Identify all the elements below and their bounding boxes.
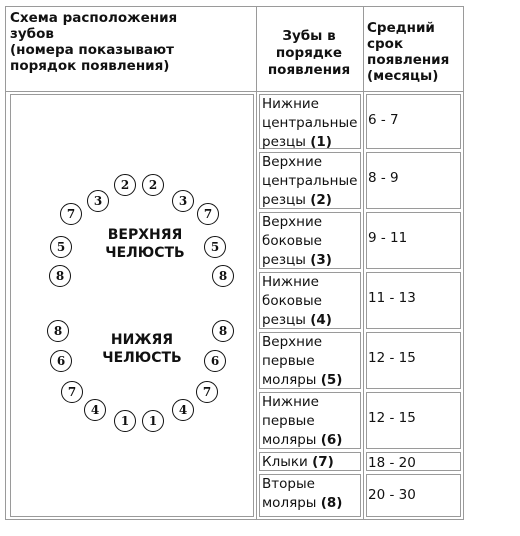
lower-tooth-circle: 8 [212, 320, 234, 342]
header-scheme-line: зубов [10, 26, 54, 42]
tooth-type-line [262, 153, 362, 172]
tooth-type-line [262, 494, 362, 513]
tooth-type-line [262, 475, 362, 494]
months-value: 18 - 20 [368, 455, 416, 471]
upper-jaw-label [85, 226, 205, 262]
tooth-type-text: Клыки [262, 454, 313, 470]
header-divider [5, 91, 464, 92]
tooth-order-number: (4) [310, 312, 332, 328]
months-value: 6 - 7 [368, 112, 399, 128]
tooth-type-text: моляры [262, 432, 321, 448]
header-months-line: (месяцы) [367, 68, 439, 84]
lower-tooth-circle: 7 [196, 381, 218, 403]
months-value: 12 - 15 [368, 410, 416, 426]
tooth-type-text: центральные [262, 173, 358, 189]
upper-tooth-circle: 3 [87, 190, 109, 212]
months-value: 20 - 30 [368, 487, 416, 503]
lower-tooth-circle: 4 [84, 399, 106, 421]
lower-jaw-label-line: НИЖЯЯ [110, 332, 174, 348]
tooth-type-line [262, 114, 362, 133]
tooth-type-line [262, 172, 362, 191]
tooth-order-number: (1) [310, 134, 332, 150]
lower-tooth-circle: 1 [142, 410, 164, 432]
tooth-type-line [262, 371, 362, 390]
header-scheme-line: порядок появления) [10, 58, 170, 74]
lower-tooth-circle: 6 [50, 350, 72, 372]
tooth-type-line [262, 453, 362, 472]
tooth-order-number: (6) [320, 432, 343, 448]
tooth-type-text: резцы [262, 134, 311, 150]
header-months-line: появления [367, 52, 450, 68]
lower-tooth-circle: 8 [47, 320, 69, 342]
tooth-type-text: Нижние [262, 96, 319, 112]
tooth-type [262, 393, 362, 450]
tooth-type [262, 475, 362, 513]
tooth-type-line [262, 412, 362, 431]
tooth-type-text: резцы [262, 312, 311, 328]
tooth-type-text: Верхние [262, 334, 323, 350]
tooth-order-number: (8) [320, 495, 343, 511]
header-months [367, 20, 462, 84]
tooth-type [262, 273, 362, 330]
tooth-order-number: (3) [310, 252, 332, 268]
tooth-type-text: резцы [262, 252, 311, 268]
upper-tooth-circle: 7 [60, 203, 82, 225]
months-value: 8 - 9 [368, 170, 399, 186]
upper-tooth-circle: 7 [197, 203, 219, 225]
tooth-order-number: (7) [312, 454, 334, 470]
upper-jaw-label-line: ВЕРХНЯЯ [107, 227, 183, 243]
tooth-type-line [262, 311, 362, 330]
upper-tooth-circle: 5 [204, 236, 226, 258]
tooth-type-line [262, 95, 362, 114]
tooth-type-line [262, 133, 362, 152]
tooth-type-text: первые [262, 413, 315, 429]
tooth-type-line [262, 393, 362, 412]
header-scheme-line: Схема расположения [10, 10, 178, 26]
upper-tooth-circle: 3 [172, 190, 194, 212]
upper-tooth-circle: 8 [49, 265, 71, 287]
header-scheme-line: (номера показывают [10, 42, 174, 58]
tooth-type-text: центральные [262, 115, 358, 131]
tooth-type [262, 95, 362, 152]
header-teeth-order [259, 28, 359, 79]
tooth-type-text: Нижние [262, 274, 319, 290]
tooth-type-text: моляры [262, 495, 321, 511]
tooth-order-number: (2) [310, 192, 332, 208]
lower-tooth-circle: 6 [204, 350, 226, 372]
tooth-type-text: Вторые [262, 476, 315, 492]
months-value: 9 - 11 [368, 230, 408, 246]
header-scheme [10, 10, 255, 74]
tooth-type-line [262, 352, 362, 371]
tooth-type-line [262, 191, 362, 210]
header-months-line: Средний [367, 20, 435, 36]
tooth-type-line [262, 292, 362, 311]
lower-jaw-label-line: ЧЕЛЮСТЬ [102, 350, 182, 366]
tooth-type [262, 453, 362, 472]
tooth-type-text: Верхние [262, 154, 323, 170]
header-teeth-line: Зубы в [282, 28, 336, 44]
lower-jaw-label [82, 331, 202, 367]
upper-tooth-circle: 2 [114, 174, 136, 196]
tooth-type-text: первые [262, 353, 315, 369]
column-divider [256, 6, 257, 520]
header-teeth-line: порядке [275, 45, 343, 61]
tooth-type-line [262, 431, 362, 450]
tooth-type-text: Верхние [262, 214, 323, 230]
header-months-line: срок [367, 36, 404, 52]
tooth-type-text: резцы [262, 192, 311, 208]
column-divider [363, 6, 364, 520]
upper-jaw-label-line: ЧЕЛЮСТЬ [105, 245, 185, 261]
tooth-type-line [262, 251, 362, 270]
tooth-type [262, 213, 362, 270]
lower-tooth-circle: 7 [61, 381, 83, 403]
tooth-type-text: Нижние [262, 394, 319, 410]
tooth-order-number: (5) [320, 372, 343, 388]
tooth-type-line [262, 333, 362, 352]
tooth-type-line [262, 213, 362, 232]
upper-tooth-circle: 5 [50, 236, 72, 258]
upper-tooth-circle: 2 [142, 174, 164, 196]
tooth-type-line [262, 232, 362, 251]
tooth-type [262, 333, 362, 390]
tooth-type-text: боковые [262, 233, 322, 249]
header-teeth-line: появления [267, 62, 351, 78]
tooth-type-text: боковые [262, 293, 322, 309]
tooth-type [262, 153, 362, 210]
lower-tooth-circle: 4 [172, 399, 194, 421]
tooth-type-text: моляры [262, 372, 321, 388]
diagram-panel [10, 94, 254, 517]
lower-tooth-circle: 1 [114, 410, 136, 432]
months-value: 12 - 15 [368, 350, 416, 366]
months-value: 11 - 13 [368, 290, 416, 306]
upper-tooth-circle: 8 [212, 265, 234, 287]
tooth-type-line [262, 273, 362, 292]
